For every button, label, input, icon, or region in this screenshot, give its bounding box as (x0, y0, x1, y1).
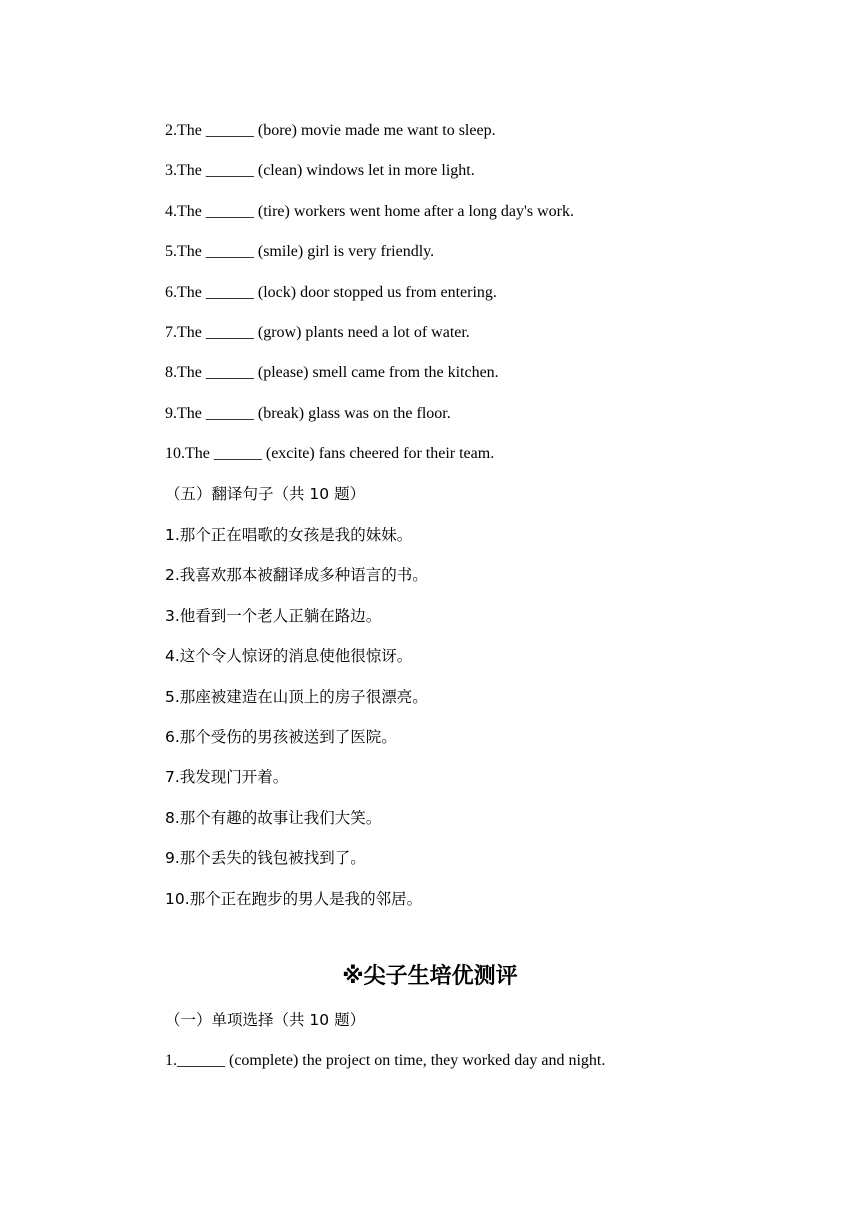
exercise-item-4: 4.The ______ (tire) workers went home after a long day's work. (165, 203, 574, 220)
exercise-item-7: 7.The ______ (grow) plants need a lot of water. (165, 324, 470, 341)
translation-item-10: 10.那个正在跑步的男人是我的邻居。 (165, 890, 423, 908)
translation-item-4: 4.这个令人惊讶的消息使他很惊讶。 (165, 647, 413, 665)
advanced-heading: ※尖子生培优测评 (342, 964, 518, 989)
exercise-item-5: 5.The ______ (smile) girl is very friendly. (165, 243, 435, 260)
translation-item-3: 3.他看到一个老人正躺在路边。 (165, 607, 382, 625)
choice-item-1: 1.______ (complete) the project on time, they worked day and night. (165, 1052, 606, 1069)
translation-item-2: 2.我喜欢那本被翻译成多种语言的书。 (165, 566, 428, 584)
translation-item-8: 8.那个有趣的故事让我们大笑。 (165, 809, 382, 827)
translation-item-9: 9.那个丢失的钱包被找到了。 (165, 849, 366, 867)
section-title-translation: （五）翻译句子（共 10 题） (165, 485, 366, 503)
exercise-item-2: 2.The ______ (bore) movie made me want to sleep. (165, 122, 496, 139)
translation-item-1: 1.那个正在唱歌的女孩是我的妹妹。 (165, 526, 413, 544)
exercise-item-6: 6.The ______ (lock) door stopped us from entering. (165, 284, 497, 301)
translation-item-6: 6.那个受伤的男孩被送到了医院。 (165, 728, 397, 746)
exercise-item-9: 9.The ______ (break) glass was on the floor. (165, 405, 451, 422)
translation-item-7: 7.我发现门开着。 (165, 768, 289, 786)
exercise-item-10: 10.The ______ (excite) fans cheered for their team. (165, 445, 495, 462)
section-title-single-choice: （一）单项选择（共 10 题） (165, 1011, 366, 1029)
exercise-item-3: 3.The ______ (clean) windows let in more light. (165, 162, 475, 179)
exercise-item-8: 8.The ______ (please) smell came from the kitchen. (165, 364, 499, 381)
translation-item-5: 5.那座被建造在山顶上的房子很漂亮。 (165, 688, 428, 706)
